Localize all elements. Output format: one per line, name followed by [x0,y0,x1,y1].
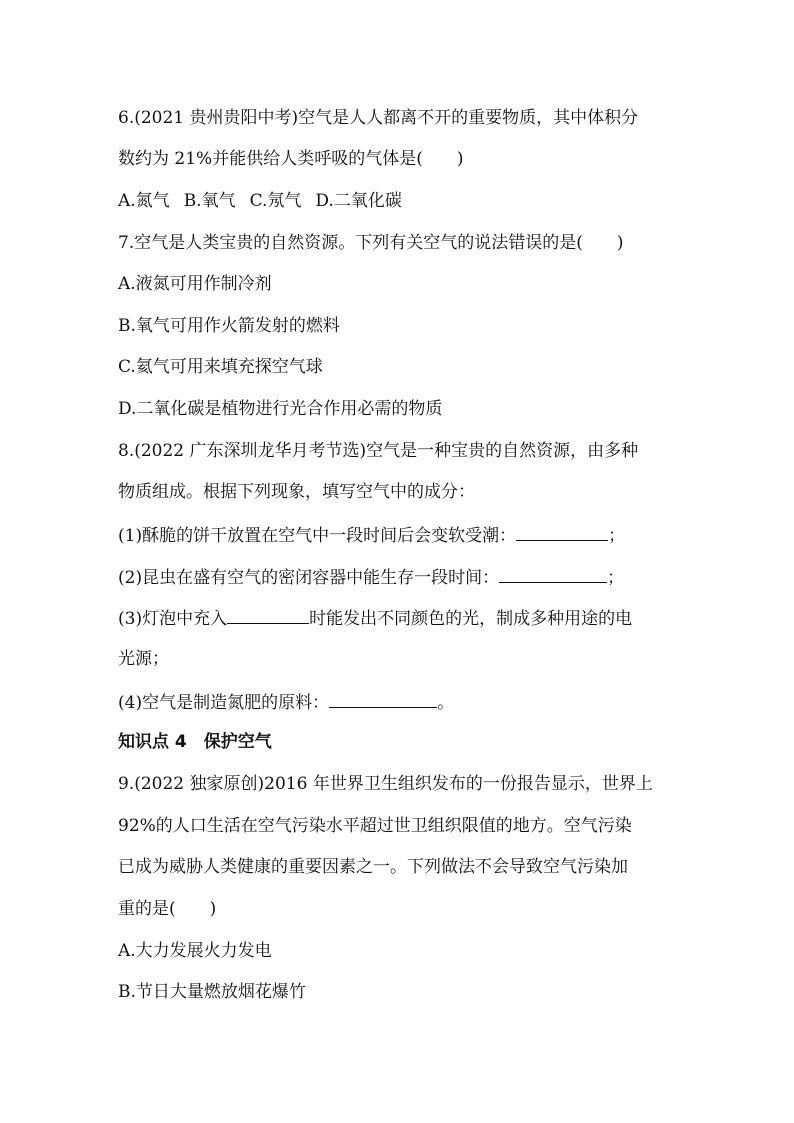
q8-part1-blank[interactable] [516,522,608,541]
q8-part2-text: (2)昆虫在盛有空气的密闭容器中能生存一段时间： [118,568,500,588]
q8-part3-text: (3)灯泡中充入 [118,609,228,629]
q7-option-a: A.液氮可用作制冷剂 [118,274,272,294]
q6-options [118,189,416,213]
q8-part2-end: ； [607,568,625,588]
q8-part4-end: 。 [437,693,455,713]
q8-part1 [118,522,625,548]
q8-part3 [118,605,632,631]
q6-option-c: C.氖气 [249,191,302,211]
q7-option-d: D.二氧化碳是植物进行光合作用必需的物质 [118,399,443,419]
q9-stem-line1: 9.(2022 独家原创)2016 年世界卫生组织发布的一份报告显示，世界上 [118,774,653,794]
q6-option-a: A.氮气 [118,191,170,211]
q9-option-a: A.大力发展火力发电 [118,941,272,961]
q9-stem-line2: 92%的人口生活在空气污染水平超过世卫组织限值的地方。空气污染 [118,816,632,836]
q8-stem-line2: 物质组成。根据下列现象，填写空气中的成分： [118,482,475,502]
section-heading: 知识点 4 保护空气 [118,732,272,752]
q8-part2 [118,564,624,590]
q6-option-d: D.二氧化碳 [315,191,402,211]
q8-stem-line1: 8.(2022 广东深圳龙华月考节选)空气是一种宝贵的自然资源，由多种 [118,441,639,461]
q8-part3-after: 时能发出不同颜色的光，制成多种用途的电 [309,609,633,629]
q6-stem-line2: 数约为 21%并能供给人类呼吸的气体是( ) [118,149,464,169]
q6-stem-line1: 6.(2021 贵州贵阳中考)空气是人人都离不开的重要物质，其中体积分 [118,108,639,128]
q8-part4-blank[interactable] [329,689,437,708]
q8-part4-text: (4)空气是制造氮肥的原料： [118,693,330,713]
q7-stem: 7.空气是人类宝贵的自然资源。下列有关空气的说法错误的是( ) [118,233,624,253]
q8-part3-blank[interactable] [227,605,309,624]
q8-part3-line2: 光源； [118,649,169,669]
q9-stem-line4: 重的是( ) [118,899,217,919]
q9-stem-line3: 已成为威胁人类健康的重要因素之一。下列做法不会导致空气污染加 [118,857,628,877]
q7-option-c: C.氦气可用来填充探空气球 [118,357,323,377]
q8-part1-text: (1)酥脆的饼干放置在空气中一段时间后会变软受潮： [118,526,517,546]
q8-part1-end: ； [608,526,626,546]
q9-option-b: B.节日大量燃放烟花爆竹 [118,982,306,1002]
q6-option-b: B.氧气 [183,191,236,211]
q8-part4 [118,689,454,715]
q7-option-b: B.氧气可用作火箭发射的燃料 [118,316,340,336]
q8-part2-blank[interactable] [499,564,607,583]
